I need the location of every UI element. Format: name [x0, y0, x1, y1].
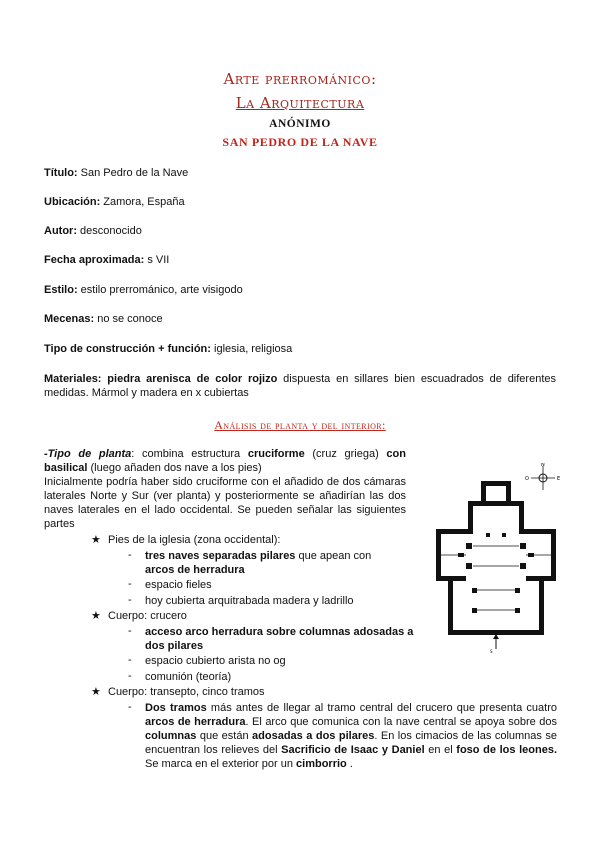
text-run: (cruz griega): [304, 448, 387, 460]
field-value: s VII: [144, 254, 170, 266]
field-titulo: [44, 166, 188, 180]
title-line-1: Arte prerrománico:: [223, 70, 377, 88]
text-run: foso de los leones.: [456, 744, 557, 756]
plan-south-label: S: [490, 649, 493, 653]
list-item: [145, 701, 557, 771]
text-run: arcos de herradura: [145, 564, 245, 576]
intro-paragraph: Inicialmente podría haber sido cruciforme con el añadido de dos cámaras laterales Norte y Sur (ver planta) y posteriormente se añadirían las dos naves laterales en el lado occidental. Se pueden señalar las siguientes partes: [44, 476, 406, 530]
field-materiales: [44, 372, 556, 400]
floor-plan-image: [428, 463, 566, 653]
list-title-cuerpo: Cuerpo: crucero: [108, 610, 187, 622]
dash-bullet-icon: -: [128, 654, 132, 666]
field-fecha: [44, 253, 169, 267]
compass-north: N: [541, 463, 545, 468]
dash-bullet-icon: -: [128, 578, 132, 590]
title-line-2-text: La Arquitectura: [235, 94, 365, 112]
section-title: [0, 418, 600, 433]
field-value: estilo prerrománico, arte visigodo: [77, 284, 243, 296]
plan-type: [44, 447, 406, 475]
field-label: Fecha aproximada:: [44, 254, 145, 266]
star-bullet-icon: ★: [91, 686, 101, 698]
text-run: Se marca en el exterior por un: [145, 758, 297, 770]
dash-bullet-icon: -: [128, 625, 132, 637]
list-title-pies: Pies de la iglesia (zona occidental):: [108, 534, 281, 546]
title-line-2: [0, 94, 600, 112]
text-run: Dos tramos: [145, 702, 207, 714]
text-run: más antes de llegar al tramo central del crucero que presenta cuatro: [206, 702, 557, 714]
field-mecenas: [44, 312, 163, 326]
compass-west: O: [525, 476, 529, 482]
entrance-arrow-icon: [490, 634, 499, 653]
field-value: no se conoce: [94, 313, 163, 325]
text-run: columnas: [145, 730, 197, 742]
list-item: espacio fieles: [145, 579, 212, 591]
text-run: arcos de herradura: [145, 716, 246, 728]
dash-bullet-icon: -: [128, 549, 132, 561]
compass-east: E: [557, 476, 561, 482]
field-label: Autor:: [44, 225, 77, 237]
field-value: dispuesta en sillares bien escuadrados de diferentes medidas. Mármol y madera en x cubiertas: [44, 373, 556, 399]
text-run: adosadas a dos pilares: [252, 730, 375, 742]
text-run: . En los cimacios de las columnas se encuentran los relieves del: [145, 730, 558, 756]
field-value: iglesia, religiosa: [210, 343, 293, 355]
text-run: : combina estructura: [131, 448, 248, 460]
plan-lines: [441, 503, 551, 611]
field-label: Estilo:: [44, 284, 78, 296]
compass-icon: [525, 463, 560, 490]
list-item: [145, 625, 415, 653]
field-label: Materiales: piedra arenisca de color rojizo: [44, 373, 278, 385]
field-tipo: [44, 342, 292, 356]
text-run: con basilical: [44, 448, 406, 474]
text-run: cruciforme: [247, 448, 305, 460]
text-run: . El arco que comunica con la nave central se apoya sobre dos: [245, 716, 557, 728]
dash-bullet-icon: -: [128, 701, 132, 713]
field-autor: [44, 224, 142, 238]
dash-bullet-icon: -: [128, 594, 132, 606]
plan-type-label: -Tipo de planta: [44, 448, 132, 460]
text-run: que apean con: [295, 550, 372, 562]
list-item: espacio cubierto arista no og: [145, 655, 286, 667]
field-label: Mecenas:: [44, 313, 95, 325]
work-title: SAN PEDRO DE LA NAVE: [222, 135, 378, 149]
author: ANÓNIMO: [269, 118, 331, 130]
field-value: desconocido: [77, 225, 142, 237]
field-estilo: [44, 283, 243, 297]
text-run: (luego añaden dos nave a los pies): [87, 462, 262, 474]
text-run: tres naves separadas pilares: [145, 550, 296, 562]
text-run: cimborrio: [296, 758, 347, 770]
section-title-text: Análisis de planta y del interior:: [214, 418, 386, 432]
field-ubicacion: [44, 195, 185, 209]
field-label: Título:: [44, 167, 78, 179]
text-run: Sacrificio de Isaac y Daniel: [281, 744, 425, 756]
field-value: Zamora, España: [100, 196, 185, 208]
text-run: .: [346, 758, 353, 770]
field-label: Tipo de construcción + función:: [44, 343, 211, 355]
list-item: [145, 549, 395, 577]
field-label: Ubicación:: [44, 196, 101, 208]
dash-bullet-icon: -: [128, 670, 132, 682]
text-run: en el: [424, 744, 457, 756]
star-bullet-icon: ★: [91, 610, 101, 622]
star-bullet-icon: ★: [91, 534, 101, 546]
list-item: hoy cubierta arquitrabada madera y ladrillo: [145, 595, 354, 607]
list-item: comunión (teoría): [145, 671, 232, 683]
text-run: acceso arco herradura sobre columnas adosadas a dos pilares: [145, 626, 414, 652]
plan-walls: [436, 481, 556, 635]
list-title-transepto: Cuerpo: transepto, cinco tramos: [108, 686, 265, 698]
text-run: que están: [196, 730, 253, 742]
field-value: San Pedro de la Nave: [77, 167, 189, 179]
